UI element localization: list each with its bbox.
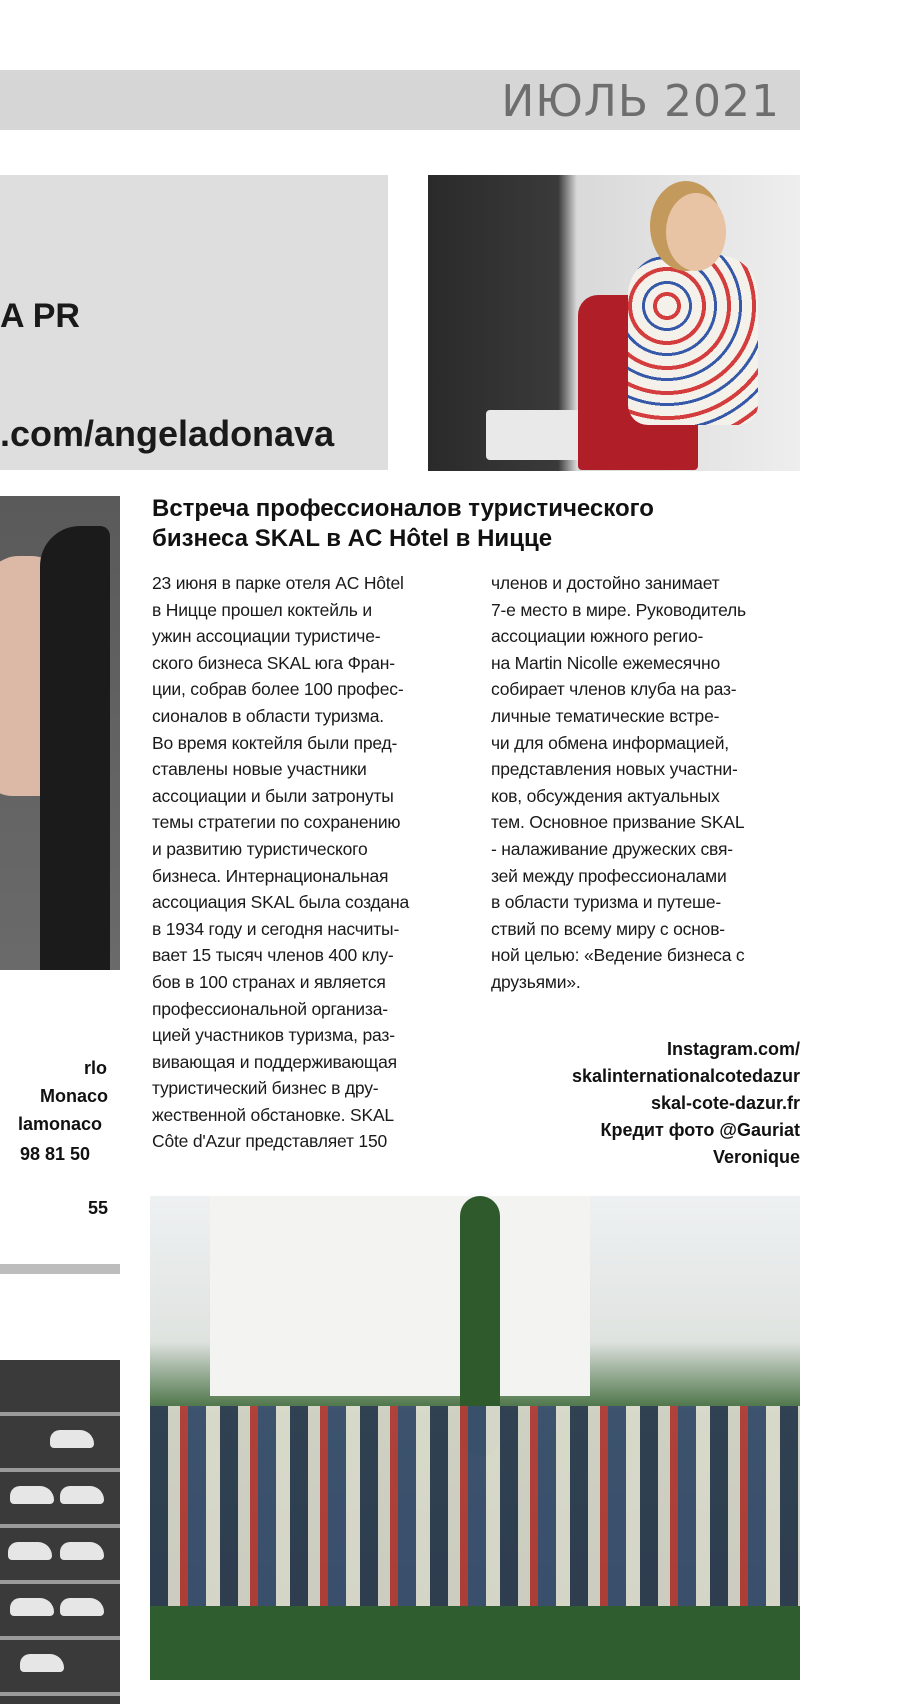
article-line: - налаживание дружеских свя-	[491, 838, 733, 859]
contact-line: Monaco	[40, 1086, 109, 1106]
shoes-photo	[0, 1360, 120, 1704]
article-line: профессиональной организа-	[152, 998, 388, 1019]
shoe-shape	[10, 1598, 54, 1616]
article-line: ставлены новые участники	[152, 759, 367, 780]
shoe-shape	[60, 1542, 104, 1560]
article-title-line: Встреча профессионалов туристического	[152, 495, 654, 522]
article-line: личные тематические встре-	[491, 705, 720, 726]
contact-line: lamonaco	[18, 1114, 103, 1134]
article-line: ков, обсуждения актуальных	[491, 785, 720, 806]
article-line: сионалов в области туризма.	[152, 705, 384, 726]
article-line: ужин ассоциации туристиче-	[152, 626, 381, 647]
article-line: ции, собрав более 100 профес-	[152, 679, 404, 700]
contact-line: rlo	[84, 1058, 108, 1078]
article-line: чи для обмена информацией,	[491, 732, 729, 753]
shoe-shape	[60, 1486, 104, 1504]
article-line: и развитию туристического	[152, 838, 368, 859]
photo-lawn	[150, 1606, 800, 1680]
photo-head	[666, 193, 726, 271]
shoe-shape	[60, 1598, 104, 1616]
article-line: Во время коктейля были пред-	[152, 732, 398, 753]
article-line: ассоциация SKAL была создана	[152, 892, 410, 913]
article-title-line: бизнеса SKAL в AC Hôtel в Ницце	[152, 525, 553, 552]
article-line: ассоциации и были затронуты	[152, 785, 394, 806]
shoe-shape	[20, 1654, 64, 1672]
article-line: ского бизнеса SKAL юга Фран-	[152, 652, 395, 673]
photo-building	[210, 1196, 590, 1396]
article-line: жественной обстановке. SKAL	[152, 1104, 394, 1125]
group-photo	[150, 1196, 800, 1680]
header-band	[0, 70, 800, 130]
article-line: в Ницце прошел коктейль и	[152, 599, 372, 620]
article-line: собирает членов клуба на раз-	[491, 679, 737, 700]
issue-date: ИЮЛЬ 2021	[501, 76, 780, 127]
woman-photo	[428, 175, 800, 471]
article-line: цией участников туризма, раз-	[152, 1025, 395, 1046]
photo-dress	[628, 255, 758, 425]
article-line: ствий по всему миру с основ-	[491, 918, 725, 939]
article-line: членов и достойно занимает	[491, 573, 720, 593]
article-line: 23 июня в парке отеля AC Hôtel	[152, 573, 404, 593]
contact-line: 55	[88, 1198, 109, 1218]
article-title	[152, 494, 802, 554]
article-line: представления новых участни-	[491, 759, 738, 780]
photo-credit: Кредит фото @Gauriat	[600, 1120, 800, 1140]
article-line: бизнеса. Интернациональная	[152, 865, 389, 886]
photo-credit-name: Veronique	[712, 1147, 800, 1167]
article-line: туристический бизнес в дру-	[152, 1078, 379, 1099]
article-line: темы стратегии по сохранению	[152, 812, 401, 833]
article-line: тем. Основное призвание SKAL	[491, 812, 745, 833]
shoe-shape	[50, 1430, 94, 1448]
ad-pr-text: A PR	[0, 297, 80, 335]
article-line: Côte d'Azur представляет 150	[152, 1131, 388, 1152]
portrait-photo	[0, 496, 120, 970]
website-link[interactable]: skal-cote-dazur.fr	[650, 1093, 800, 1113]
article-line: в области туризма и путеше-	[491, 892, 722, 913]
shoe-shape	[10, 1486, 54, 1504]
photo-crowd	[150, 1406, 800, 1606]
article-line: в 1934 году и сегодня насчиты-	[152, 918, 400, 939]
article-line: друзьями».	[491, 971, 581, 992]
contact-line: 98 81 50	[20, 1144, 91, 1164]
article-line: 7-е место в мире. Руководитель	[491, 599, 746, 620]
article-line: зей между профессионалами	[491, 865, 727, 886]
article-line: ной целью: «Ведение бизнеса с	[491, 945, 745, 966]
portrait-hair	[40, 526, 110, 970]
ad-box	[0, 175, 388, 470]
article-line: ассоциации южного регио-	[491, 626, 704, 647]
divider	[0, 1264, 120, 1274]
article-line: на Martin Nicolle ежемесячно	[491, 652, 721, 673]
article-column-left	[152, 570, 457, 1155]
article-credits	[572, 1036, 800, 1171]
article-line: бов в 100 странах и является	[152, 971, 386, 992]
article-column-right	[491, 570, 801, 996]
instagram-handle[interactable]: skalinternationalcotedazur	[571, 1066, 800, 1086]
article-line: вает 15 тысяч членов 400 клу-	[152, 945, 394, 966]
article-line: вивающая и поддерживающая	[152, 1051, 397, 1072]
shoe-shape	[8, 1542, 52, 1560]
ad-link[interactable]: .com/angeladonava	[0, 413, 335, 454]
instagram-link[interactable]: Instagram.com/	[666, 1039, 800, 1059]
